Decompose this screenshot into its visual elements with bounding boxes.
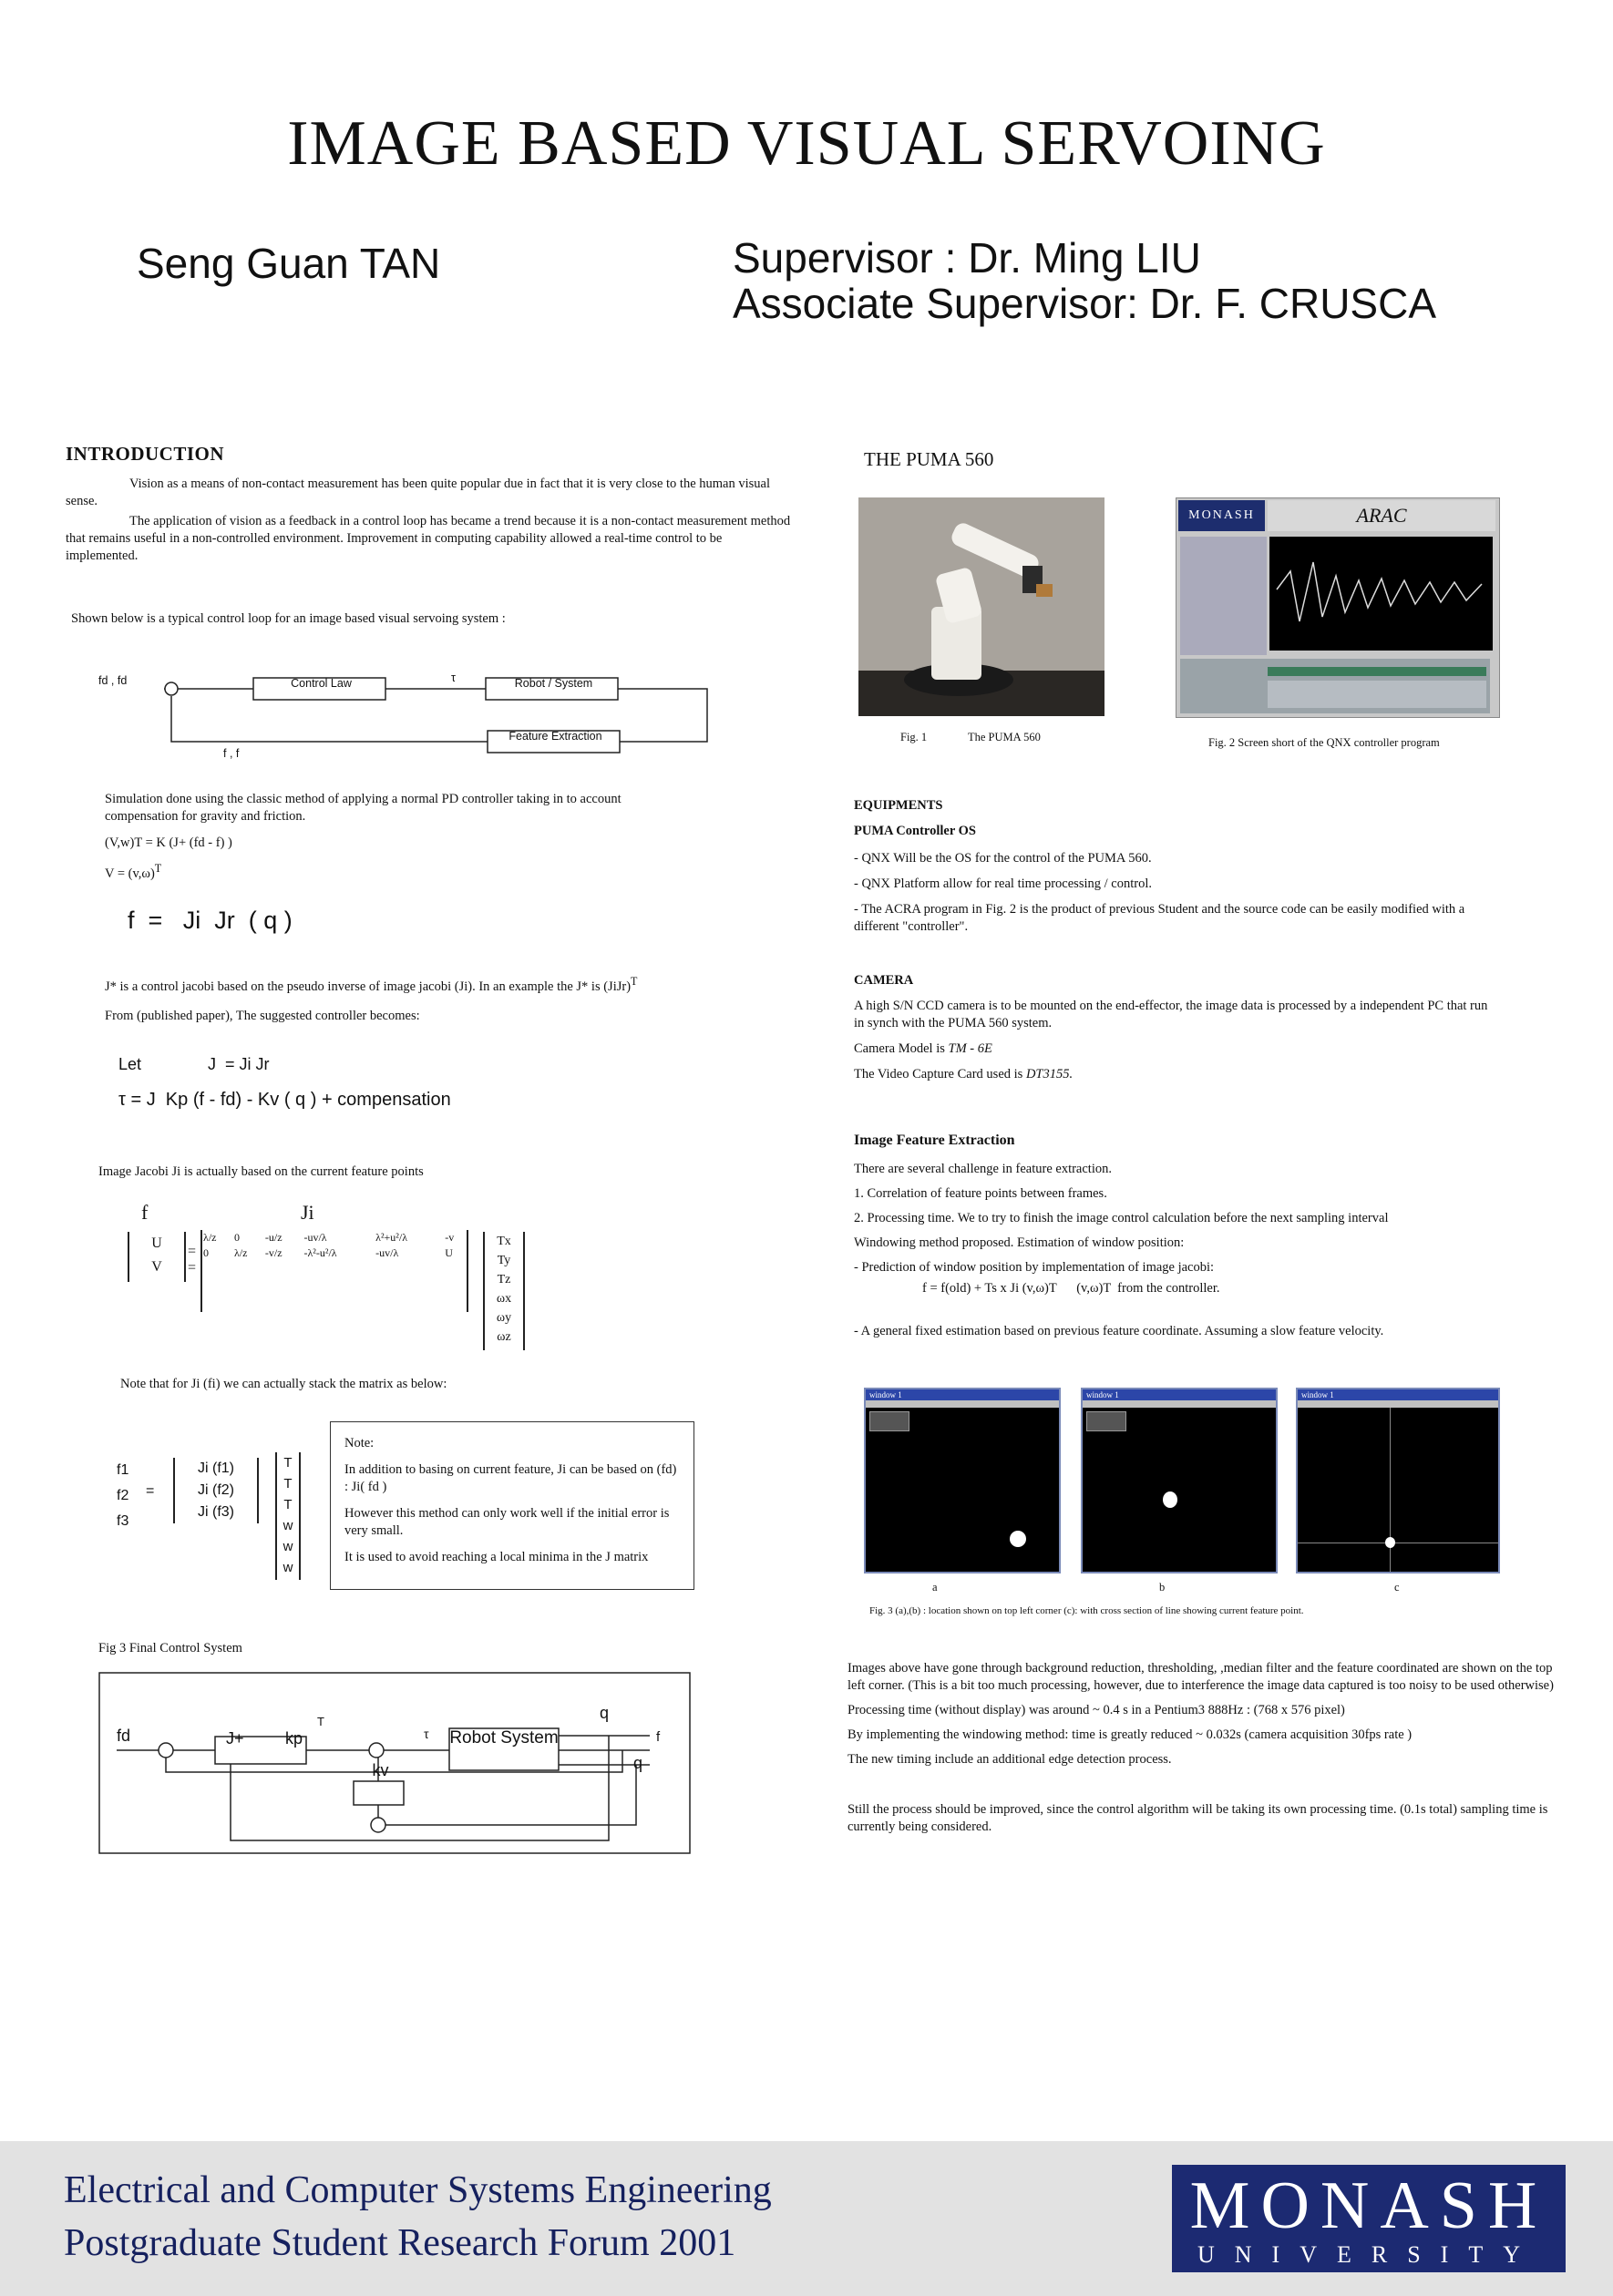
final-robot: Robot System [449, 1728, 559, 1748]
final-q: q [600, 1704, 610, 1722]
puma-heading: THE PUMA 560 [864, 448, 994, 470]
published-text: From (published paper), The suggested controller becomes: [105, 1009, 420, 1023]
robot-label: Robot / System [514, 677, 593, 690]
stack-ji-item: Ji (f2) [198, 1482, 234, 1498]
matrix-cell: 0 [203, 1246, 209, 1259]
stack-vec-item: T [283, 1455, 293, 1471]
stack-ji [173, 1458, 259, 1523]
camera-model-label: Camera Model is [854, 1041, 949, 1056]
lhs-v: V [151, 1259, 162, 1275]
equip-list [854, 850, 1492, 936]
final-f: f [656, 1729, 661, 1745]
puma-robot-photo [858, 497, 1104, 716]
supervisor: Supervisor : Dr. Ming LIU [733, 234, 1201, 282]
note-line: In addition to basing on current feature, Ji can be based on (fd) : Ji( fd ) [344, 1462, 677, 1494]
sum-node [369, 1743, 384, 1758]
loop-line [618, 689, 707, 742]
feature-window-a [864, 1388, 1061, 1573]
window-titlebar: window 1 [1083, 1389, 1276, 1400]
stack-equals: = [146, 1483, 155, 1499]
equip-sub: PUMA Controller OS [854, 824, 976, 838]
feature-point [1163, 1491, 1177, 1508]
stack-vec-item: w [283, 1560, 293, 1575]
fig3-label-c: c [1394, 1581, 1400, 1594]
stack-vec-item: T [283, 1497, 293, 1512]
loop-sum [165, 682, 178, 695]
fig1-label: Fig. 1 [900, 731, 928, 743]
intro-p2: The application of vision as a feedback in a control loop has became a trend because it is a non-contact measurement method that remains useful in a non-controlled environment. Improvement in computing capability allowed a real-time control to be implemented. [66, 514, 791, 563]
equip-item: - QNX Will be the OS for the control of the PUMA 560. [854, 851, 1152, 866]
intro-text [66, 476, 795, 565]
camera-text [854, 998, 1492, 1083]
window-titlebar: window 1 [1298, 1389, 1498, 1400]
results-p: Processing time (without display) was around ~ 0.4 s in a Pentium3 888Hz : (768 x 576 pixel) [848, 1703, 1345, 1717]
jacobi-text-body: J* is a control jacobi based on the pseudo inverse of image jacobi (Ji). In an example the J* is (JiJr) [105, 979, 632, 994]
stack-vec-item: T [283, 1476, 293, 1491]
sim-eq2: $V = (v,\omega)^T$ [105, 862, 162, 881]
intro-p1: Vision as a means of non-contact measurement has been quite popular due in fact that it is very close to the human visual sense. [66, 477, 770, 508]
fig3-label-b: b [1159, 1581, 1166, 1594]
stack-note: Note that for Ji (fi) we can actually stack the matrix as below: [120, 1377, 447, 1391]
sum-node [371, 1818, 385, 1832]
ife-line: - Prediction of window position by implementation of image jacobi: [854, 1260, 1215, 1275]
final-fd: fd [117, 1727, 131, 1745]
matrix-cell: 0 [233, 1231, 240, 1244]
equip-item: - The ACRA program in Fig. 2 is the product of previous Student and the source code can be easily modified with a different "controller". [854, 902, 1465, 934]
matrix-cell: -uv/λ [303, 1231, 327, 1244]
camera-heading: CAMERA [854, 973, 914, 988]
feature-window-b [1081, 1388, 1278, 1573]
vec-item: Ty [497, 1254, 511, 1267]
stack-f-item: f2 [117, 1488, 129, 1503]
fig3-label-a: a [932, 1581, 938, 1594]
velocity-vector [483, 1232, 525, 1350]
results-text [848, 1660, 1554, 1836]
stack-vec [275, 1452, 301, 1580]
fig3-caption: Fig. 3 (a),(b) : location shown on top left corner (c): with cross section of line showing current feature point. [869, 1605, 1304, 1616]
note-title: Note: [344, 1436, 375, 1450]
loop-caption: Shown below is a typical control loop for an image based visual servoing system : [71, 611, 506, 626]
final-tau: τ [424, 1727, 429, 1741]
stack-ji-item: Ji (f3) [198, 1504, 234, 1520]
sim-eq1: (V,w)T = K (J+ (fd - f) ) [105, 835, 232, 850]
camera-model-value: TM - 6E [948, 1041, 992, 1056]
screenshot-logo: MONASH [1178, 500, 1265, 531]
camera-p1: A high S/N CCD camera is to be mounted on the end-effector, the image data is processed by a independent PC that run in synch with the PUMA 560 system. [854, 999, 1488, 1030]
results-p: By implementing the windowing method: time is greatly reduced ~ 0.032s (camera acquisition 30fps rate ) [848, 1727, 1413, 1742]
robot-gripper [1036, 584, 1053, 597]
monash-logo [1172, 2165, 1566, 2272]
let-eq: J = Ji Jr [208, 1055, 270, 1073]
final-kv: kv [372, 1761, 389, 1779]
results-p: Images above have gone through background reduction, thresholding, ,median filter and the feature coordinated are shown on the top left corner. (This is a bit too much processing, however, due to interference the image data captured is too noisy to be used otherwise) [848, 1661, 1554, 1693]
note-box [330, 1421, 694, 1590]
feature-point [1385, 1537, 1395, 1548]
stack-f-item: f3 [117, 1513, 129, 1529]
vec-item: ωz [497, 1330, 511, 1344]
arac-title: ARAC [1268, 500, 1495, 531]
vec-item: Tx [497, 1235, 511, 1248]
vec-item: Tz [497, 1273, 511, 1286]
let-label: Let [118, 1055, 142, 1073]
sim-eq3: f = Ji Jr ( q ) [128, 907, 293, 934]
stack-vec-item: w [283, 1539, 293, 1554]
stack-f-item: f1 [117, 1462, 129, 1478]
window-titlebar: window 1 [866, 1389, 1059, 1400]
final-jp: J+ [226, 1729, 244, 1748]
vec-item: ωy [496, 1311, 512, 1325]
feature-point [1010, 1531, 1026, 1547]
sim-eq2-text: V = (v,ω) [105, 866, 155, 881]
tau-label: τ [451, 671, 456, 684]
matrix-cell: -λ²-u²/λ [303, 1246, 337, 1259]
input-grid [1268, 681, 1486, 708]
fig1-title: The PUMA 560 [968, 731, 1041, 743]
ife-line: 1. Correlation of feature points between frames. [854, 1186, 1107, 1201]
matrix-cell: -v/z [264, 1246, 283, 1259]
stack-ji-item: Ji (f1) [198, 1461, 234, 1476]
loop-input-label: fd , fd [98, 674, 128, 687]
supervisors [733, 235, 1436, 326]
camera-card-label: The Video Capture Card used is [854, 1067, 1026, 1081]
note-line: However this method can only work well if the initial error is very small. [344, 1506, 670, 1538]
ife-line: 2. Processing time. We to try to finish the image control calculation before the next sampling interval [854, 1211, 1389, 1225]
footer-line2: Postgraduate Student Research Forum 2001 [64, 2222, 736, 2264]
matrix-cell: λ/z [233, 1246, 248, 1259]
matrix-cell: -v [445, 1231, 455, 1244]
window-menubar [1298, 1400, 1498, 1408]
plot-area [1269, 537, 1493, 651]
coord-readout [1086, 1411, 1126, 1431]
stack-f [117, 1458, 128, 1534]
camera-model [854, 1040, 1492, 1058]
joint-panel [1180, 537, 1267, 655]
note-line: It is used to avoid reaching a local minima in the J matrix [344, 1550, 649, 1564]
matrix-cell: U [445, 1246, 453, 1259]
equals-sign: = = [188, 1244, 197, 1276]
matrix-f: f [141, 1201, 149, 1224]
author: Seng Guan TAN [137, 240, 441, 287]
matrix-cell: λ²+u²/λ [375, 1231, 408, 1244]
matrix-row [202, 1230, 467, 1245]
poster-title: IMAGE BASED VISUAL SERVOING [287, 108, 1326, 179]
window-menubar [1083, 1400, 1276, 1408]
camera-card [854, 1066, 1492, 1083]
ife-line: There are several challenge in feature extraction. [854, 1162, 1112, 1176]
vec-item: ωx [496, 1292, 512, 1306]
results-p: The new timing include an additional edge detection process. [848, 1752, 1172, 1767]
monash-logo-name: MONASH [1189, 2168, 1548, 2243]
matrix-ji: Ji [301, 1201, 314, 1224]
matrix-caption: Image Jacobi Ji is actually based on the current feature points [98, 1164, 424, 1179]
control-loop-diagram [91, 665, 729, 765]
ife-line: Windowing method proposed. Estimation of window position: [854, 1235, 1185, 1250]
window-menubar [866, 1400, 1059, 1408]
jacobian-matrix [200, 1230, 468, 1312]
equip-item: - QNX Platform allow for real time processing / control. [854, 876, 1152, 891]
matrix-cell: -u/z [264, 1231, 283, 1244]
camera-card-value: DT3155. [1025, 1067, 1074, 1081]
final-caption: Fig 3 Final Control System [98, 1641, 242, 1655]
controller-eq: τ = J Kp (f - fd) - Kv ( q ) + compensation [118, 1090, 451, 1110]
matrix-cell: -uv/λ [375, 1246, 399, 1259]
ife-text [854, 1161, 1546, 1340]
screenshot-panels [1176, 535, 1499, 717]
footer-line1: Electrical and Computer Systems Engineering [64, 2169, 772, 2211]
status-bar [1268, 667, 1486, 676]
final-kp: kp [285, 1729, 303, 1748]
matrix-row [202, 1245, 467, 1261]
fig2-caption: Fig. 2 Screen short of the QNX controller program [1208, 736, 1440, 749]
monash-logo-university: UNIVERSITY [1197, 2241, 1540, 2268]
feedback-label: f , f [223, 747, 240, 760]
final-qdot: q [633, 1754, 643, 1772]
final-T: T [317, 1715, 324, 1728]
qnx-screenshot [1176, 497, 1500, 718]
results-p: Still the process should be improved, since the control algorithm will be taking its own processing time. (0.1s total) sampling time is currently being considered. [848, 1802, 1548, 1834]
feature-label: Feature Extraction [509, 730, 602, 743]
jacobi-text: J* is a control jacobi based on the pseudo inverse of image jacobi (Ji). In an example the J* is (JiJr)$^T$ [105, 975, 638, 994]
ife-heading: Image Feature Extraction [854, 1133, 1015, 1148]
feature-window-c [1296, 1388, 1500, 1573]
lhs-u: U [151, 1235, 162, 1251]
ife-equation: f = f(old) + Ts x Ji (v,ω)T (v,ω)T from the controller. [922, 1281, 1220, 1296]
sim-text: Simulation done using the classic method of applying a normal PD controller taking in to account compensation for gravity and friction. [105, 792, 622, 824]
equip-heading: EQUIPMENTS [854, 798, 943, 813]
matrix-lhs [128, 1232, 186, 1282]
associate-supervisor: Associate Supervisor: Dr. F. CRUSCA [733, 280, 1437, 327]
ife-line: - A general fixed estimation based on previous feature coordinate. Assuming a slow feature velocity. [854, 1324, 1384, 1338]
control-law-label: Control Law [291, 677, 352, 690]
intro-heading: INTRODUCTION [66, 443, 225, 465]
sum-node [159, 1743, 173, 1758]
coord-readout [869, 1411, 909, 1431]
stack-vec-item: w [283, 1518, 293, 1533]
matrix-cell: λ/z [203, 1231, 217, 1244]
loop-line [171, 696, 488, 742]
kv-box [354, 1781, 404, 1805]
jacobian-table [202, 1230, 467, 1261]
